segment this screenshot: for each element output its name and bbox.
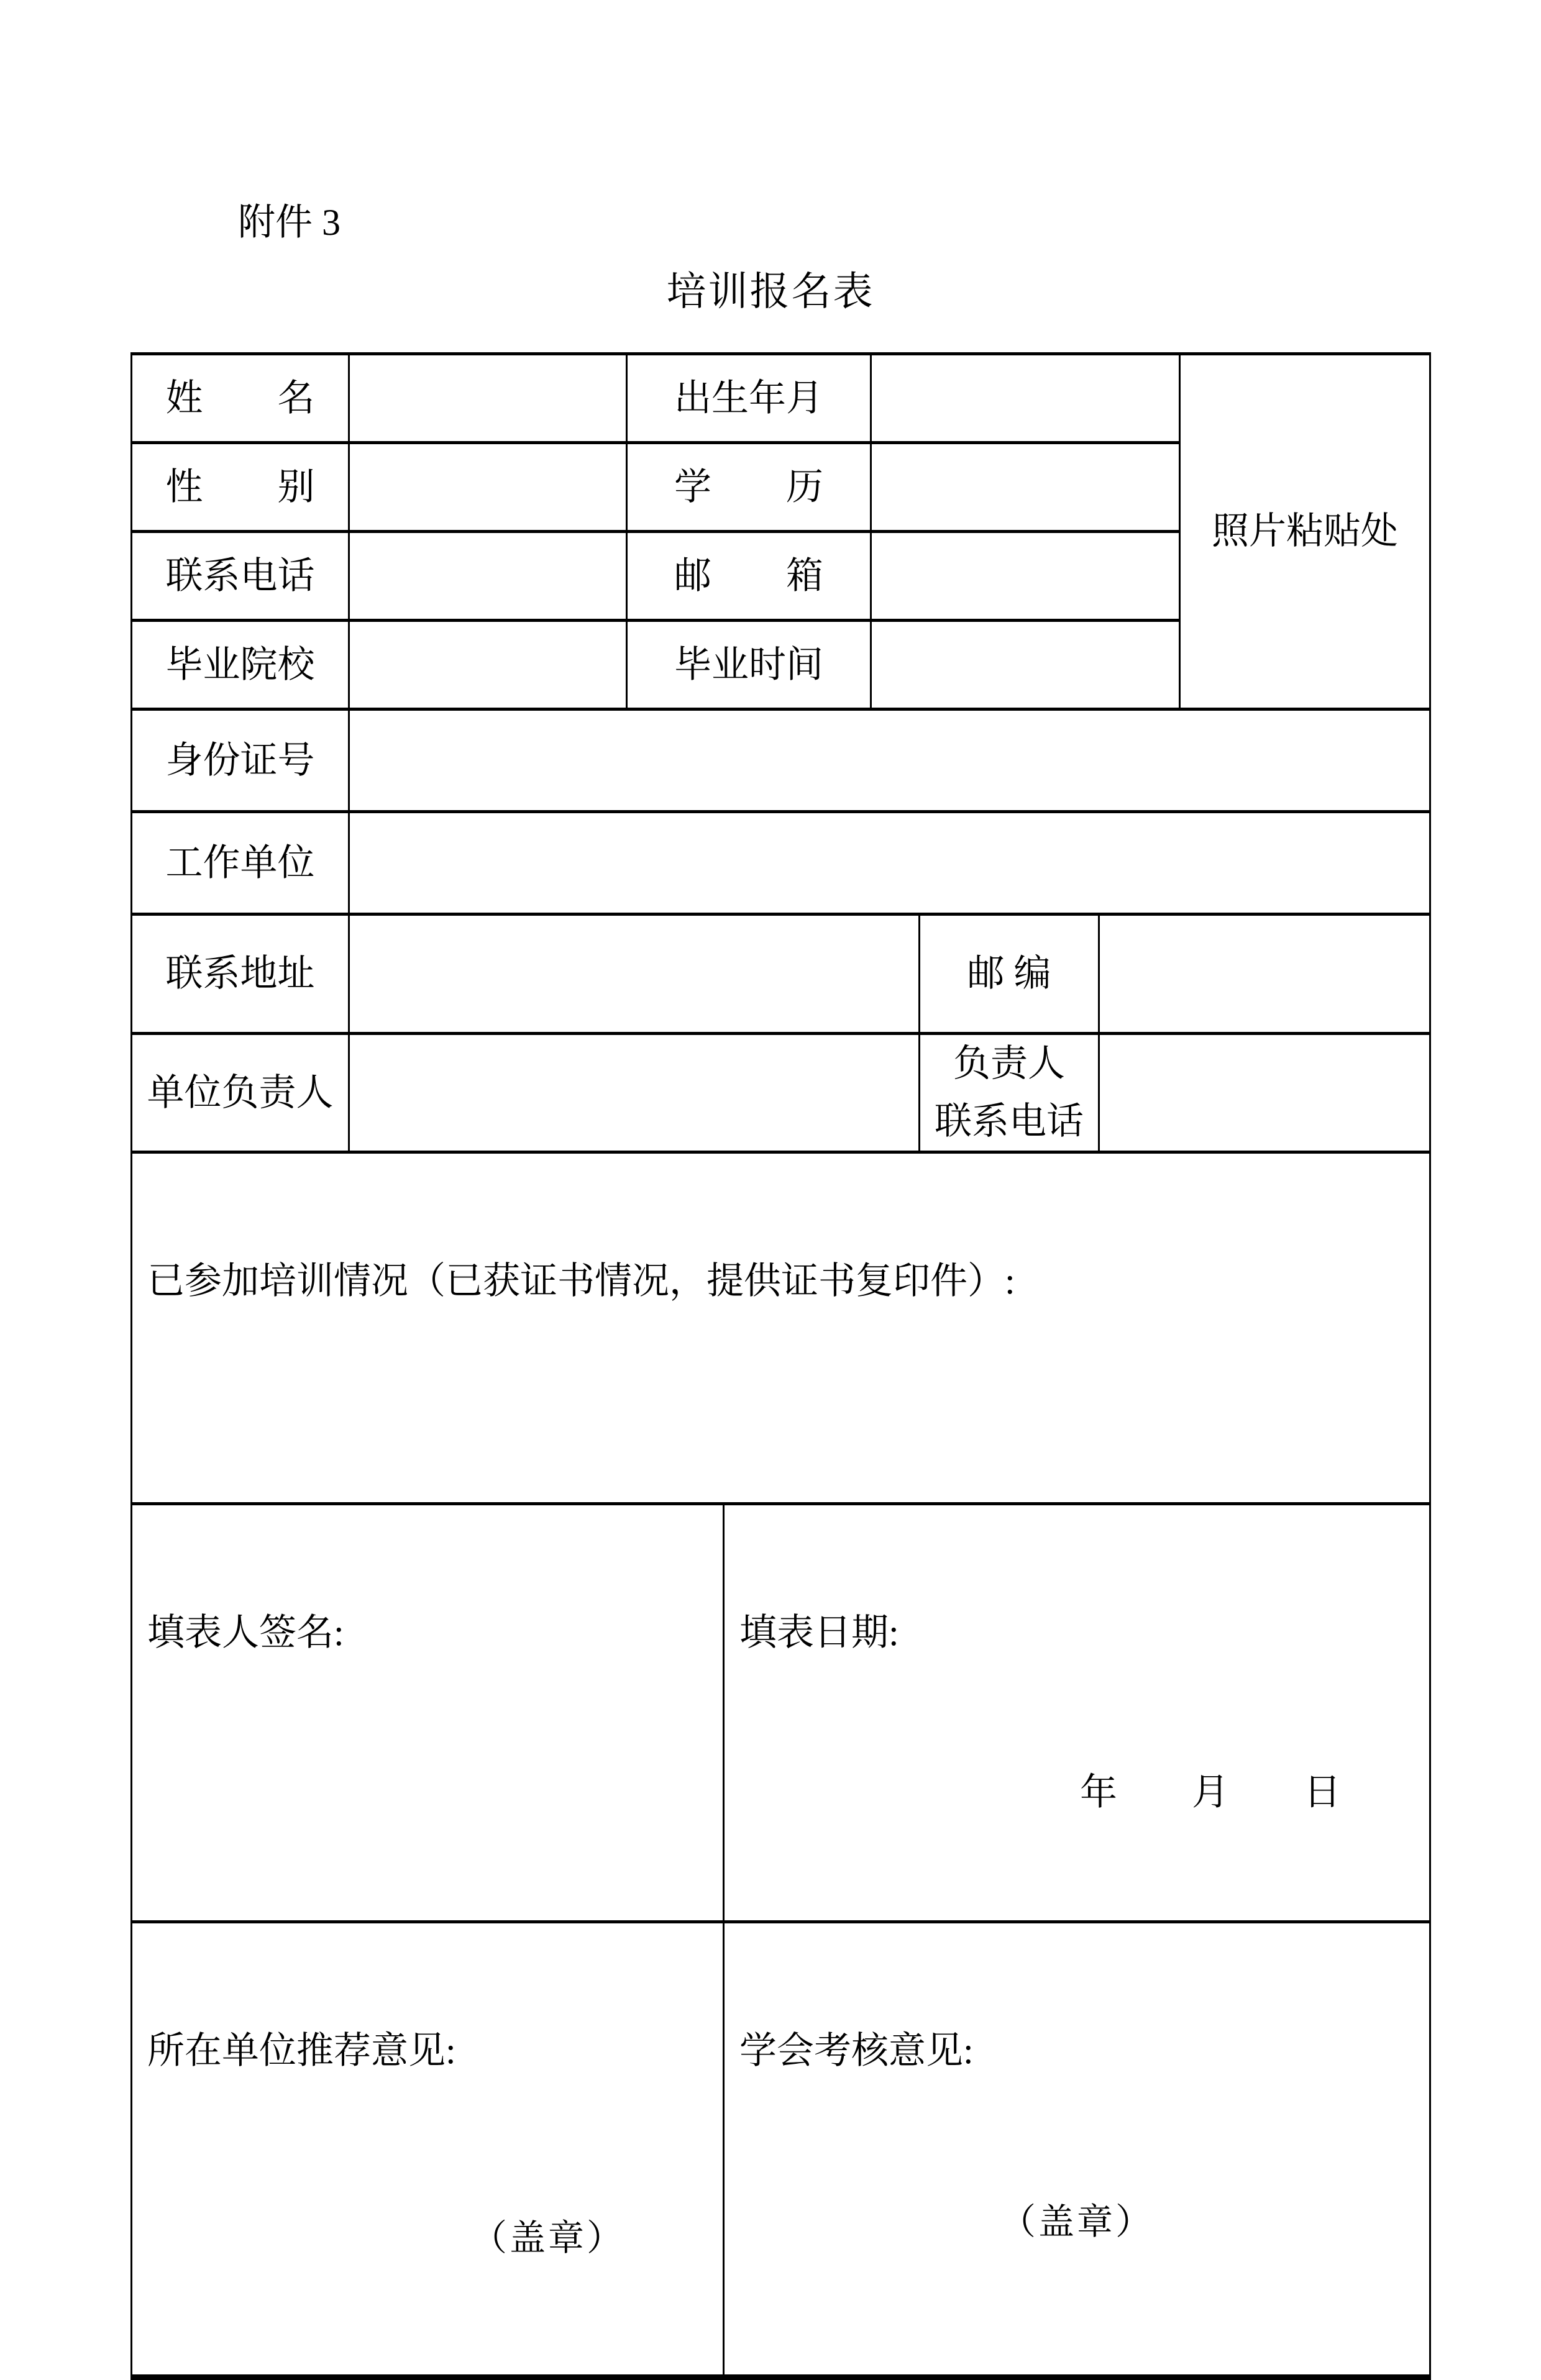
society-opinion-cell — [724, 1922, 1430, 2378]
id-number-label: 身份证号 — [132, 709, 349, 812]
email-label: 邮 箱 — [627, 532, 871, 621]
society-opinion-label: 学会考核意见: — [739, 2030, 974, 2071]
date-blank-line: 年 月 日 — [1080, 1772, 1341, 1813]
unit-opinion-cell — [132, 1922, 724, 2378]
photo-paste-area: 照片粘贴处 — [1180, 354, 1430, 709]
attachment-label: 附件 3 — [238, 202, 341, 243]
postcode-value-cell — [1099, 914, 1430, 1034]
employer-value-cell — [349, 812, 1430, 914]
birth-date-label: 出生年月 — [627, 354, 871, 443]
society-stamp-placeholder: （盖章） — [999, 2202, 1155, 2242]
row-employer — [132, 812, 1430, 914]
school-label: 毕业院校 — [132, 621, 349, 709]
row-id-number — [132, 709, 1430, 812]
name-label: 姓 名 — [132, 354, 349, 443]
row-training-history — [132, 1152, 1430, 1504]
unit-opinion-label: 所在单位推荐意见: — [147, 2030, 456, 2071]
signature-label: 填表人签名: — [147, 1612, 344, 1653]
graduation-date-label: 毕业时间 — [627, 621, 871, 709]
head-phone-value-cell — [1099, 1034, 1430, 1152]
name-value-cell — [349, 354, 627, 443]
school-value-cell — [349, 621, 627, 709]
employer-label: 工作单位 — [132, 812, 349, 914]
education-value-cell — [871, 443, 1180, 532]
fill-date-label: 填表日期: — [739, 1612, 899, 1653]
address-value-cell — [349, 914, 920, 1034]
row-opinions — [132, 1922, 1430, 2378]
education-label: 学 历 — [627, 443, 871, 532]
gender-value-cell — [349, 443, 627, 532]
phone-value-cell — [349, 532, 627, 621]
unit-head-value-cell — [349, 1034, 920, 1152]
training-history-label: 已参加培训情况（已获证书情况，提供证书复印件）: — [147, 1261, 1015, 1302]
birth-date-value-cell — [871, 354, 1180, 443]
row-unit-head — [132, 1034, 1430, 1152]
graduation-date-value-cell — [871, 621, 1180, 709]
head-phone-label-line1: 负责人 — [953, 1043, 1065, 1084]
row-address-postcode — [132, 914, 1430, 1034]
training-history-cell — [132, 1152, 1430, 1504]
phone-label: 联系电话 — [132, 532, 349, 621]
page-title: 培训报名表 — [666, 270, 875, 314]
gender-label: 性 别 — [132, 443, 349, 532]
fill-date-cell — [724, 1504, 1430, 1922]
email-value-cell — [871, 532, 1180, 621]
head-phone-label-line2: 联系电话 — [935, 1101, 1084, 1142]
postcode-label: 邮 编 — [920, 914, 1099, 1034]
signature-cell — [132, 1504, 724, 1922]
registration-form-table — [130, 352, 1431, 2380]
address-label: 联系地址 — [132, 914, 349, 1034]
row-name-birth — [132, 354, 1430, 443]
unit-stamp-placeholder: （盖章） — [471, 2218, 626, 2258]
id-number-value-cell — [349, 709, 1430, 812]
head-phone-label — [920, 1034, 1099, 1152]
row-signature-date — [132, 1504, 1430, 1922]
unit-head-label: 单位负责人 — [132, 1034, 349, 1152]
